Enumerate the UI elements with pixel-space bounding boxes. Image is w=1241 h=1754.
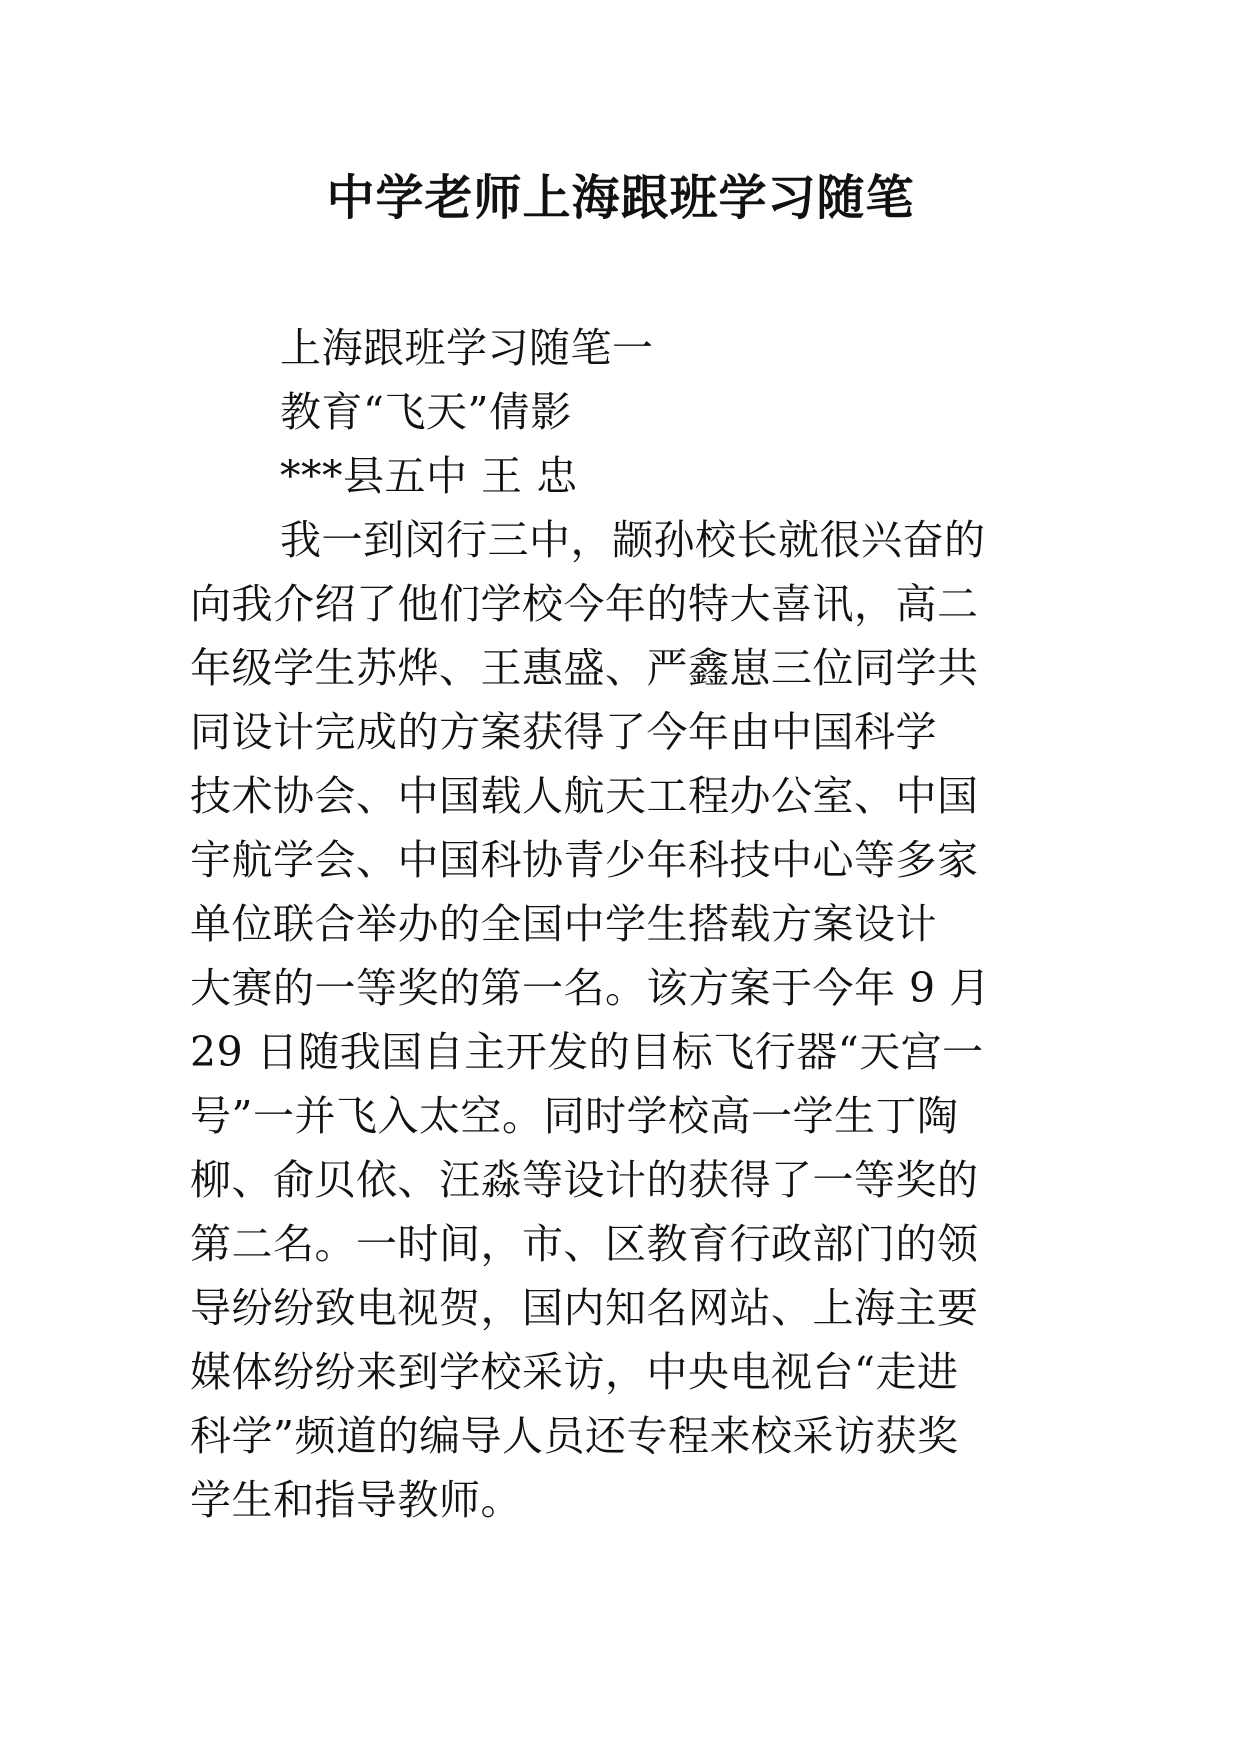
- subtitle-line: 上海跟班学习随笔一: [280, 324, 654, 372]
- article-title-line: 教育“飞天”倩影: [280, 388, 572, 436]
- paragraph-line: 同设计完成的方案获得了今年由中国科学: [190, 708, 937, 756]
- document-body: [190, 316, 1070, 1532]
- paragraph-line: 媒体纷纷来到学校采访，中央电视台“走进: [190, 1348, 959, 1396]
- author-line: ***县五中 王 忠: [280, 452, 578, 500]
- paragraph-line: 宇航学会、中国科协青少年科技中心等多家: [190, 836, 979, 884]
- paragraph-line: 第二名。一时间，市、区教育行政部门的领: [190, 1220, 979, 1268]
- document-title: 中学老师上海跟班学习随笔: [326, 170, 915, 226]
- paragraph-line: 科学”频道的编导人员还专程来校采访获奖: [190, 1412, 959, 1460]
- paragraph-line: 向我介绍了他们学校今年的特大喜讯，高二: [190, 580, 979, 628]
- paragraph-line: 年级学生苏烨、王惠盛、严鑫崽三位同学共: [190, 644, 979, 692]
- paragraph-line: 柳、俞贝依、汪淼等设计的获得了一等奖的: [190, 1156, 979, 1204]
- paragraph-line: 号”一并飞入太空。同时学校高一学生丁陶: [190, 1092, 959, 1140]
- paragraph-line: 单位联合举办的全国中学生搭载方案设计: [190, 900, 937, 948]
- paragraph-line: 大赛的一等奖的第一名。该方案于今年 9 月: [190, 964, 991, 1012]
- paragraph-line: 学生和指导教师。: [190, 1476, 522, 1524]
- paragraph-line: 29 日随我国自主开发的目标飞行器“天宫一: [190, 1028, 984, 1076]
- paragraph-line: 导纷纷致电视贺，国内知名网站、上海主要: [190, 1284, 979, 1332]
- paragraph-line: 技术协会、中国载人航天工程办公室、中国: [190, 772, 979, 820]
- paragraph-line: 我一到闵行三中，颛孙校长就很兴奋的: [280, 516, 986, 564]
